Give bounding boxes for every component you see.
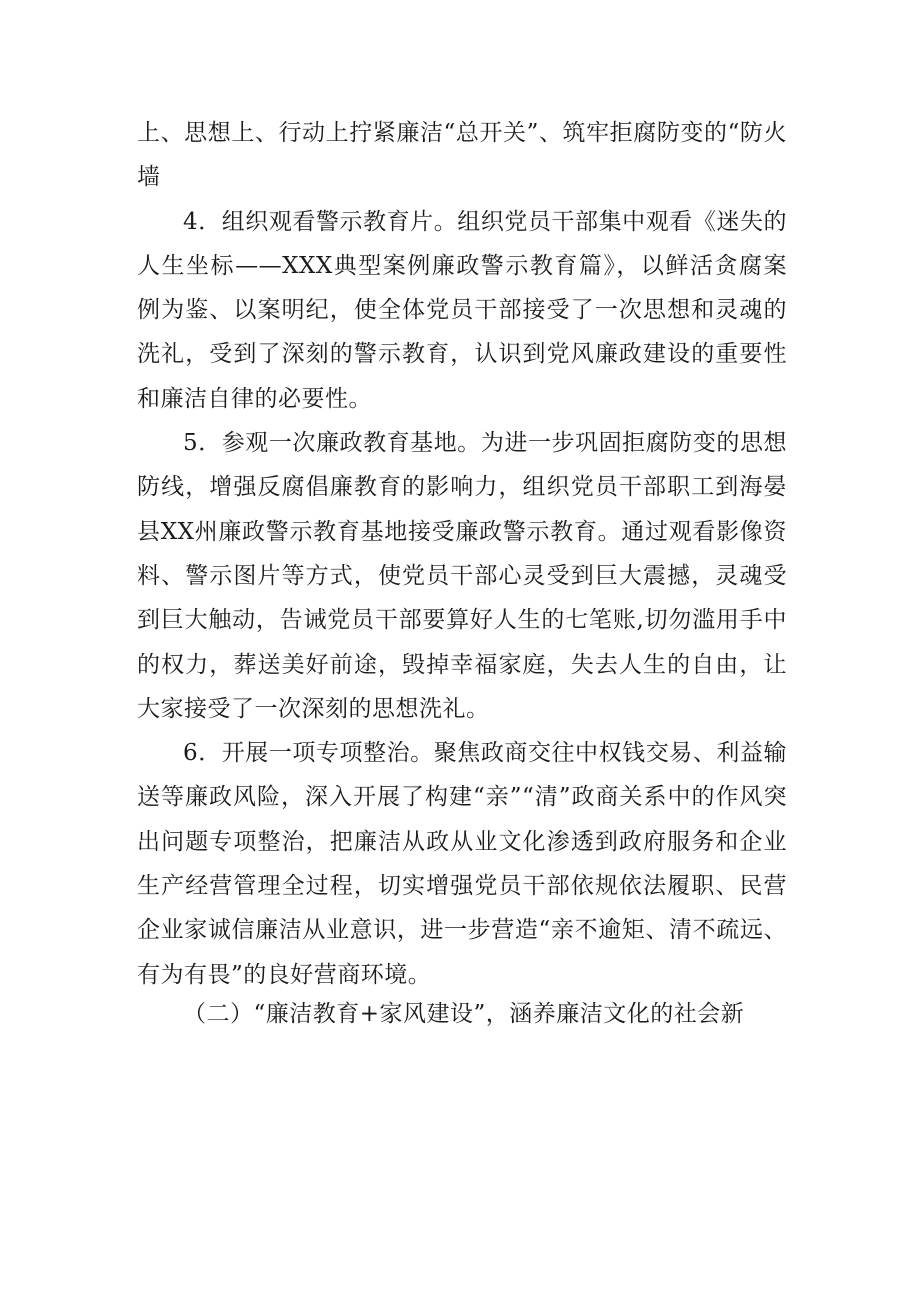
paragraph-item-4: 4．组织观看警示教育片。组织党员干部集中观看《迷失的人生坐标——XXX典型案例廉政警示教育篇》，以鲜活贪腐案例为鉴、以案明纪，使全体党员干部接受了一次思想和灵魂的洗礼，受到了深刻的警示教育，认识到党风廉政建设的重要性和廉洁自律的必要性。: [137, 208, 787, 412]
paragraph-continuation: 上、思想上、行动上拧紧廉洁“总开关”、筑牢拒腐防变的“防火墙: [137, 120, 787, 191]
section-heading: （二）“廉洁教育+家风建设”，涵养廉洁文化的社会新: [183, 1000, 745, 1027]
paragraph-item-6: 6．开展一项专项整治。聚焦政商交往中权钱交易、利益输送等廉政风险，深入开展了构建“亲”“清”政商关系中的作风突出问题专项整治，把廉洁从政从业文化渗透到政府服务和企业生产经营管理全过程，切实增强党员干部依规依法履职、民营企业家诚信廉洁从业意识，进一步营造“亲不逾矩、清不疏远、有为有畏”的良好营商环境。: [137, 740, 787, 988]
document-body: [137, 111, 787, 1036]
paragraph-item-5: 5．参观一次廉政教育基地。为进一步巩固拒腐防变的思想防线，增强反腐倡廉教育的影响力，组织党员干部职工到海晏县XX州廉政警示教育基地接受廉政警示教育。通过观看影像资料、警示图片等方式，使党员干部心灵受到巨大震撼，灵魂受到巨大触动，告诫党员干部要算好人生的七笔账,切勿滥用手中的权力，葬送美好前途，毁掉幸福家庭，失去人生的自由，让大家接受了一次深刻的思想洗礼。: [137, 430, 787, 722]
